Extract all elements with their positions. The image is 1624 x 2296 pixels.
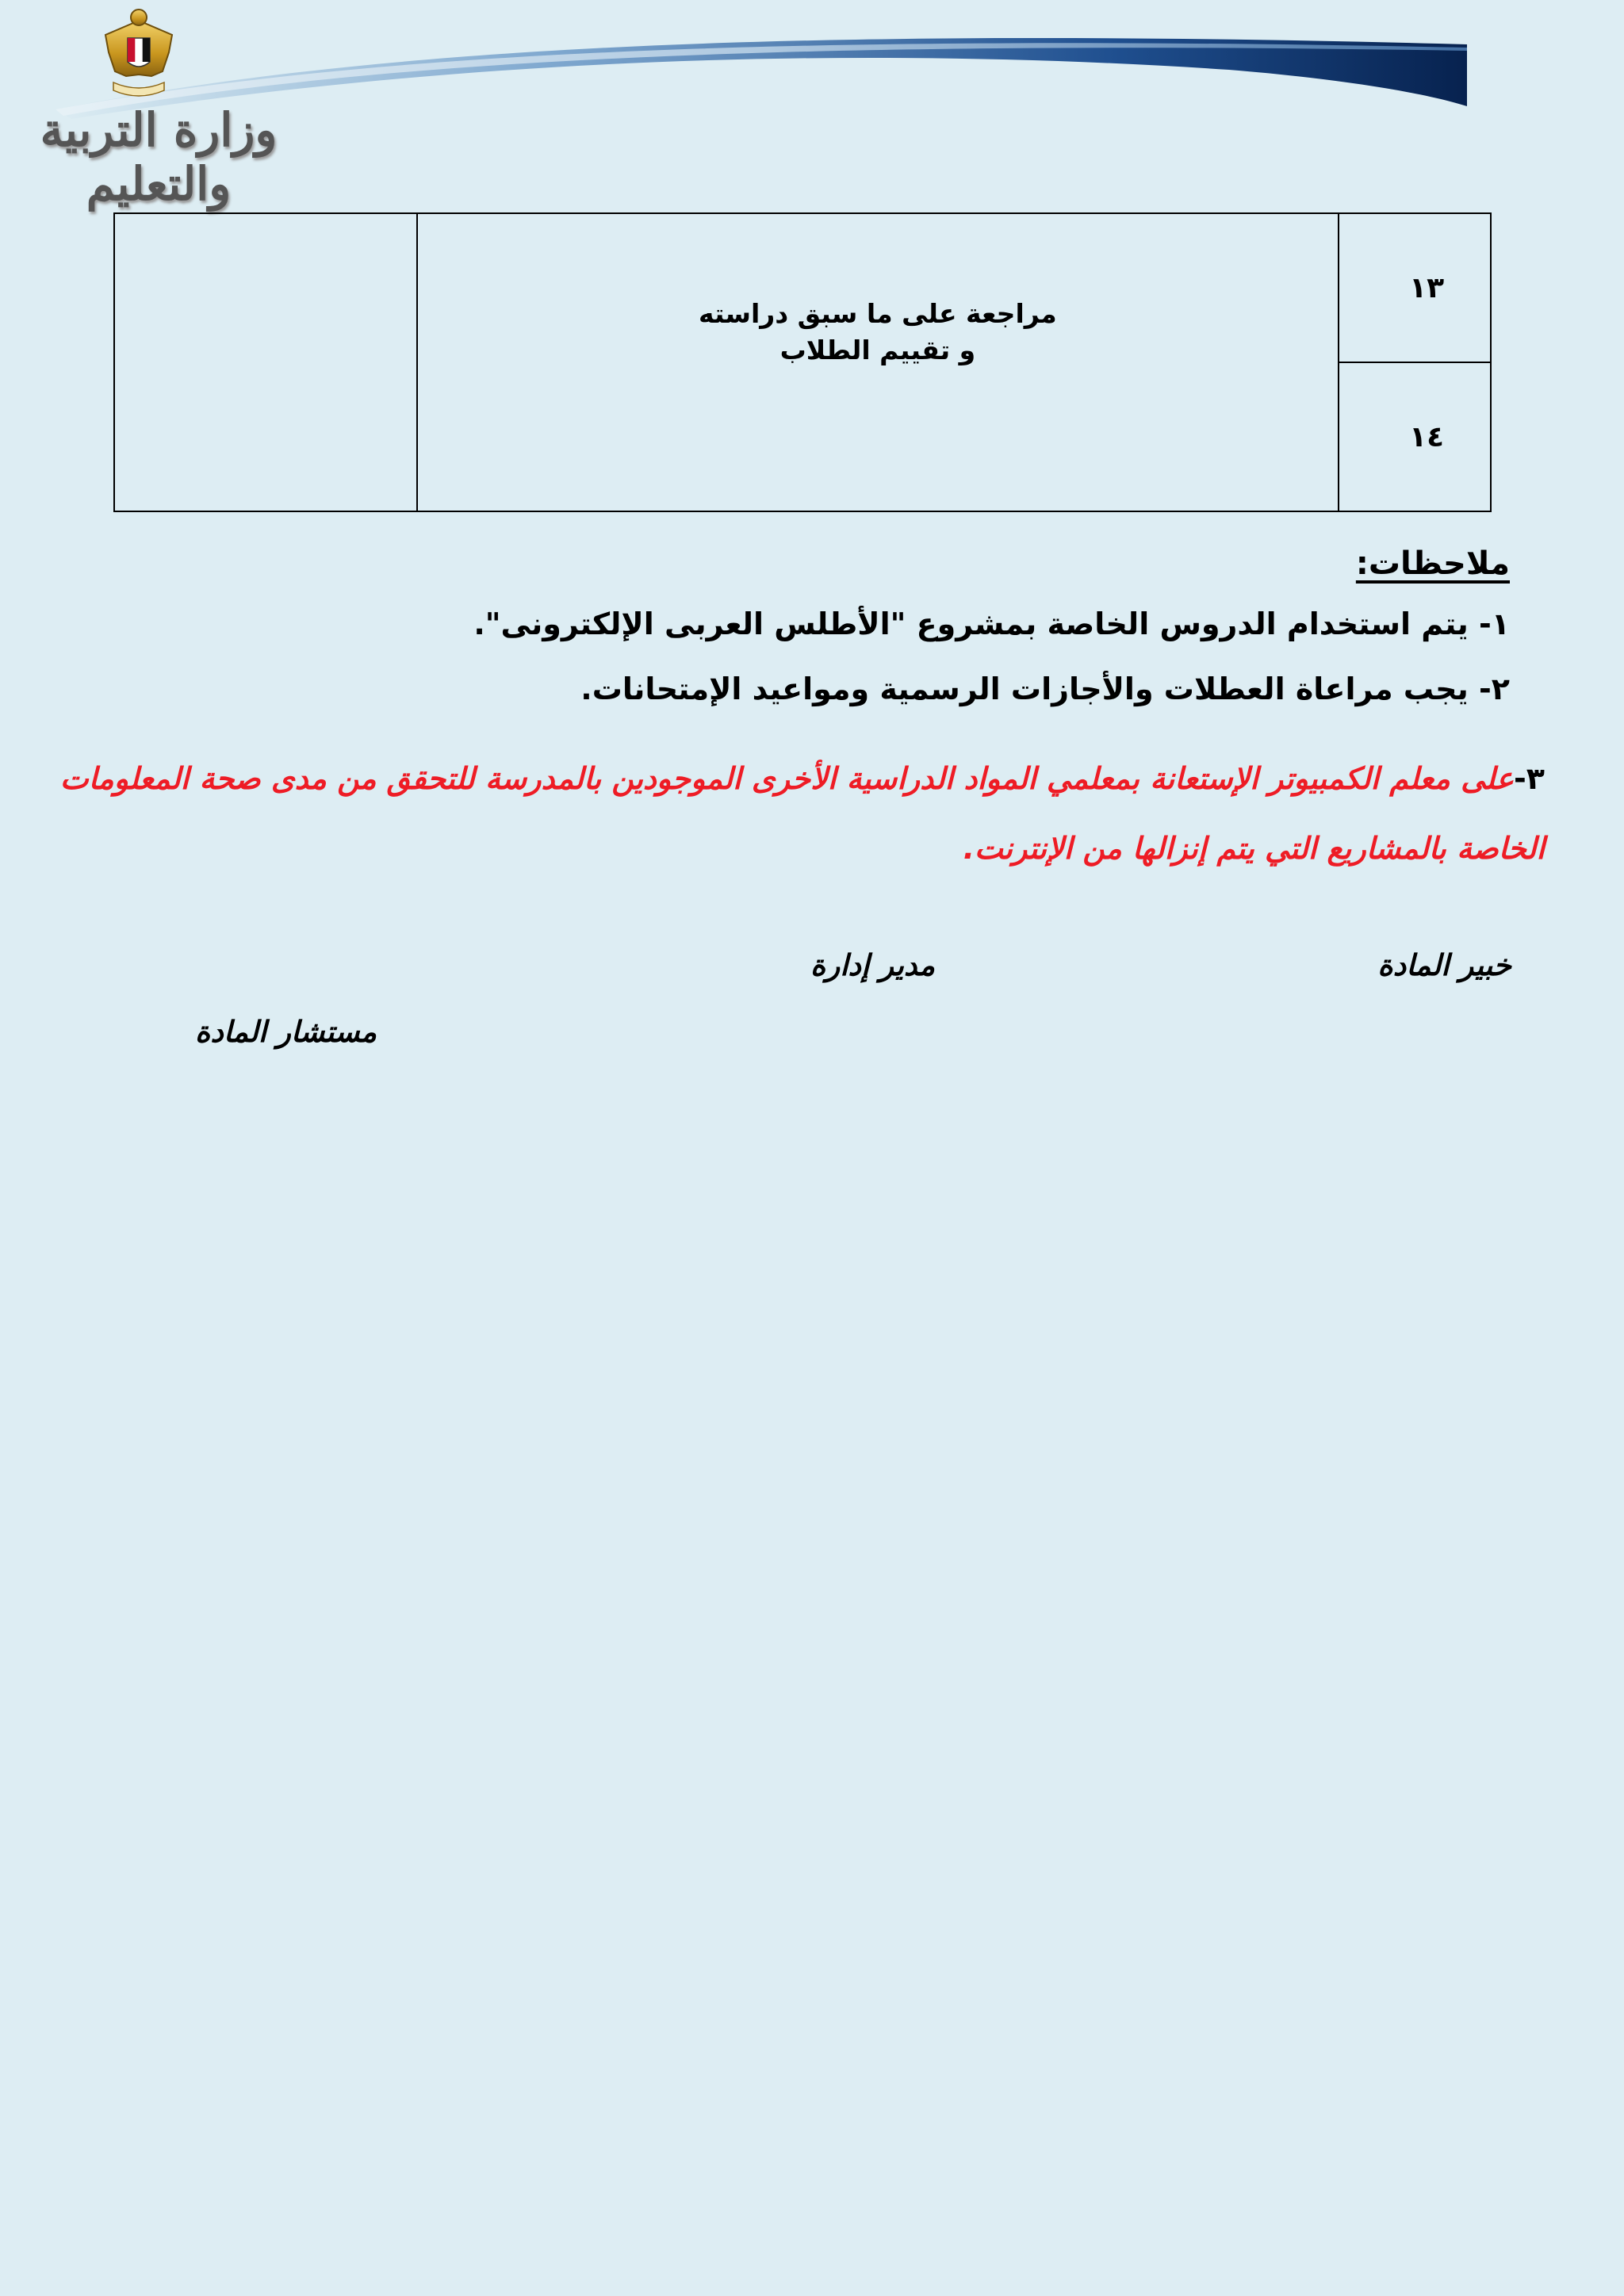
table-row	[114, 213, 1491, 362]
note-3-text: على معلم الكمبيوتر الإستعانة بمعلمي المواد الدراسية الأخرى الموجودين بالمدرسة للتحقق من مدى صحة المعلومات الخاصة بالمشاريع التي يتم إنزالها من الإنترنت.	[59, 761, 1545, 866]
topic-cell	[417, 213, 1339, 511]
note-item-1: ١- يتم استخدام الدروس الخاصة بمشروع "الأطلس العربى الإلكترونى".	[473, 607, 1510, 641]
note-3-number: ٣-	[1514, 761, 1545, 796]
signature-subject-advisor: مستشار المادة	[195, 1015, 377, 1049]
empty-cell	[114, 213, 417, 511]
note-item-3	[38, 744, 1545, 883]
topic-line-1: مراجعة على ما سبق دراسته	[699, 298, 1057, 329]
week-number-cell: ١٣	[1339, 213, 1491, 362]
ministry-logo	[16, 0, 293, 214]
signature-subject-expert: خبير المادة	[1377, 948, 1511, 982]
egypt-eagle-emblem-icon	[91, 3, 186, 106]
notes-title: ملاحظات:	[1355, 545, 1510, 582]
signature-admin-director: مدير إدارة	[810, 948, 936, 982]
week-number-cell: ١٤	[1339, 362, 1491, 511]
schedule-table	[113, 212, 1492, 512]
note-item-2: ٢- يجب مراعاة العطلات والأجازات الرسمية ومواعيد الإمتحانات.	[580, 672, 1510, 706]
topic-line-2: و تقييم الطلاب	[779, 335, 976, 365]
notes-section	[82, 545, 1510, 733]
ministry-wordmark: وزارة التربية والتعليم	[40, 103, 278, 211]
